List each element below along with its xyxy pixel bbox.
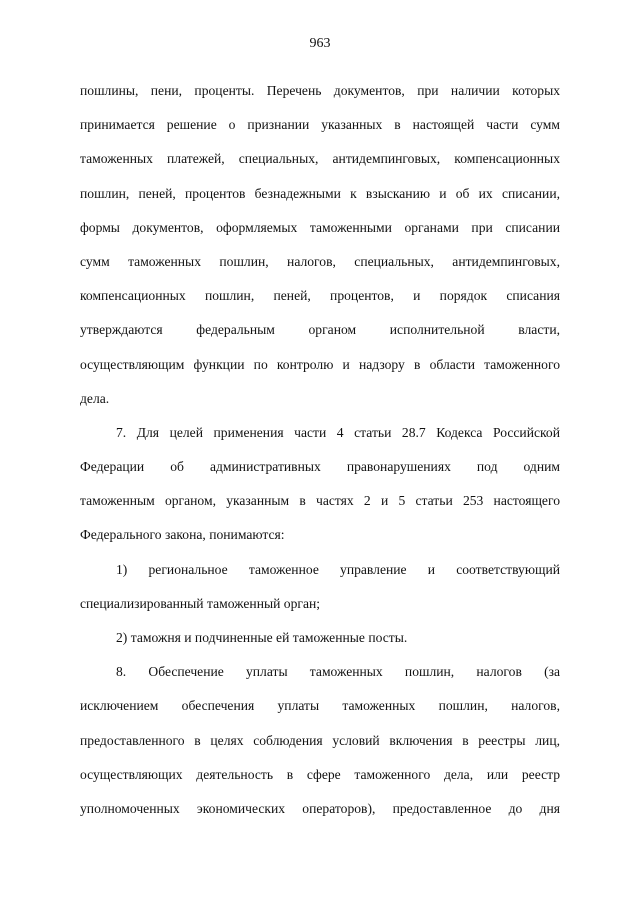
text-line: пошлины, пени, проценты. Перечень документов, при наличии которых — [80, 83, 560, 98]
body-text — [80, 74, 560, 826]
text-line: утверждаются федеральным органом исполнительной власти, — [80, 322, 560, 338]
text-line: сумм таможенных пошлин, налогов, специальных, антидемпинговых, — [80, 253, 560, 269]
text-line: осуществляющих деятельность в сфере таможенного дела, или реестр — [80, 766, 560, 782]
text-line: Федерации об административных правонарушениях под одним — [80, 459, 560, 475]
text-line: 1) региональное таможенное управление и соответствующий — [116, 561, 560, 577]
text-line: исключением обеспечения уплаты таможенных пошлин, налогов, — [80, 698, 560, 714]
text-line: уполномоченных экономических операторов), предоставленное до дня — [80, 800, 560, 816]
page-number: 963 — [309, 36, 331, 51]
text-line: специализированный таможенный орган; — [80, 595, 321, 611]
text-line: 7. Для целей применения части 4 статьи 28.7 Кодекса Российской — [116, 424, 560, 440]
text-line: осуществляющим функции по контролю и надзору в области таможенного — [80, 356, 560, 372]
text-line: принимается решение о признании указанных в настоящей части сумм — [80, 117, 560, 133]
text-line: 8. Обеспечение уплаты таможенных пошлин, налогов (за — [116, 664, 560, 680]
text-line: компенсационных пошлин, пеней, процентов, и порядок списания — [80, 288, 560, 304]
text-line: Федерального закона, понимаются: — [80, 527, 285, 543]
text-line: таможенных платежей, специальных, антидемпинговых, компенсационных — [80, 151, 560, 167]
text-line: пошлин, пеней, процентов безнадежными к взысканию и об их списании, — [80, 185, 560, 201]
text-line: 2) таможня и подчиненные ей таможенные посты. — [116, 630, 408, 645]
text-line: формы документов, оформляемых таможенными органами при списании — [80, 219, 560, 235]
text-line: предоставленного в целях соблюдения условий включения в реестры лиц, — [80, 732, 560, 748]
text-line: дела. — [80, 390, 110, 406]
text-line: таможенным органом, указанным в частях 2 и 5 статьи 253 настоящего — [80, 493, 560, 509]
